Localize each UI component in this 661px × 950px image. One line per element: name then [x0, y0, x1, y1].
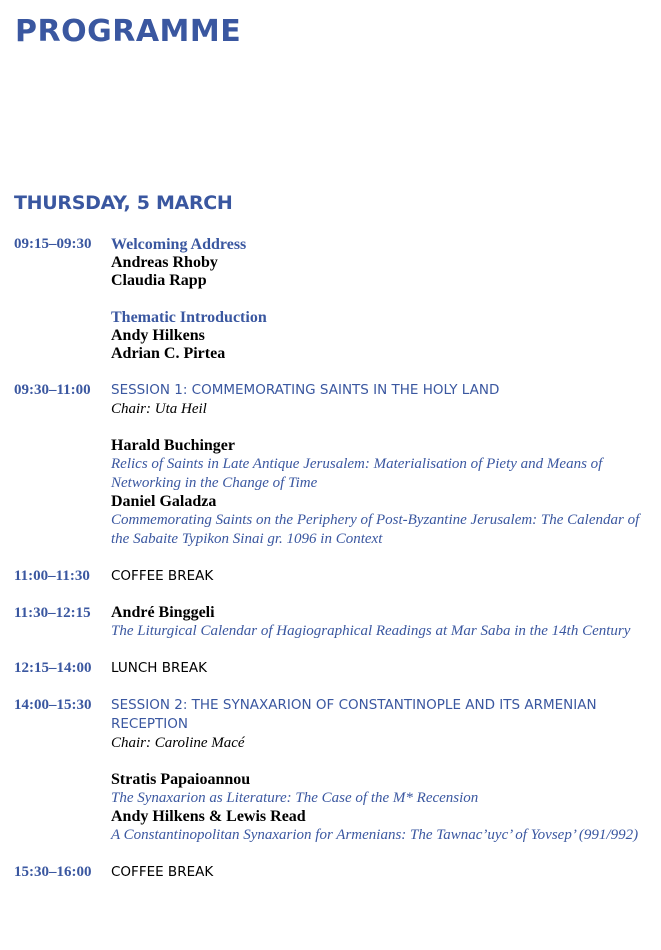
day-heading: THURSDAY, 5 MARCH — [14, 192, 233, 214]
slot-time: 11:00–11:30 — [14, 568, 90, 584]
talk-title: Commemorating Saints on the Periphery of Post-Byzantine Jerusalem: The Calendar of the Sabaite Typikon Sinai gr. 1096 in Context — [111, 512, 640, 547]
slot-body — [111, 381, 654, 549]
intro-speaker: Andy Hilkens — [111, 327, 205, 344]
page-title: PROGRAMME — [15, 14, 242, 49]
break-label: LUNCH BREAK — [111, 660, 207, 676]
slot-session-2 — [14, 696, 654, 845]
talk-title: Relics of Saints in Late Antique Jerusalem: Materialisation of Piety and Means of Networking in the Change of Time — [111, 456, 603, 491]
talk-title: The Synaxarion as Literature: The Case of the M* Recension — [111, 790, 479, 806]
slot-body — [111, 567, 654, 586]
talk-speaker: Stratis Papaioannou — [111, 771, 251, 788]
session-chair: Chair: Uta Heil — [111, 401, 207, 417]
slot-time: 09:15–09:30 — [14, 236, 92, 252]
intro-title: Thematic Introduction — [111, 309, 267, 326]
slot-opening — [14, 235, 654, 363]
slot-coffee-break — [14, 567, 654, 586]
talk-speaker: Daniel Galadza — [111, 493, 217, 510]
slot-body — [111, 659, 654, 678]
slot-time: 12:15–14:00 — [14, 660, 92, 676]
talk-speaker: André Binggeli — [111, 604, 215, 621]
intro-speaker: Adrian C. Pirtea — [111, 345, 226, 362]
welcome-speaker: Andreas Rhoby — [111, 254, 218, 271]
slot-body — [111, 863, 654, 882]
slot-time: 15:30–16:00 — [14, 864, 92, 880]
welcome-title: Welcoming Address — [111, 236, 247, 253]
slot-session-1 — [14, 381, 654, 549]
break-label: COFFEE BREAK — [111, 864, 214, 880]
slot-coffee-break — [14, 863, 654, 882]
talk-speaker: Andy Hilkens & Lewis Read — [111, 808, 306, 825]
slot-time: 09:30–11:00 — [14, 382, 91, 398]
slot-lunch-break — [14, 659, 654, 678]
session-title: SESSION 1: COMMEMORATING SAINTS IN THE HOLY LAND — [111, 382, 500, 398]
talk-title: The Liturgical Calendar of Hagiographical Readings at Mar Saba in the 14th Century — [111, 623, 631, 639]
schedule — [14, 235, 654, 882]
talk-speaker: Harald Buchinger — [111, 437, 236, 454]
slot-body — [111, 235, 654, 363]
welcome-speaker: Claudia Rapp — [111, 272, 207, 289]
session-chair: Chair: Caroline Macé — [111, 735, 245, 751]
slot-body — [111, 696, 654, 845]
slot-time: 14:00–15:30 — [14, 697, 92, 713]
talk-title: A Constantinopolitan Synaxarion for Armenians: The Tawnac’uyc’ of Yovsep’ (991/992) — [111, 827, 639, 843]
slot-time: 11:30–12:15 — [14, 605, 91, 621]
session-title: SESSION 2: THE SYNAXARION OF CONSTANTINOPLE AND ITS ARMENIAN RECEPTION — [111, 697, 597, 732]
slot-body — [111, 604, 654, 641]
slot-talk — [14, 604, 654, 641]
break-label: COFFEE BREAK — [111, 568, 214, 584]
